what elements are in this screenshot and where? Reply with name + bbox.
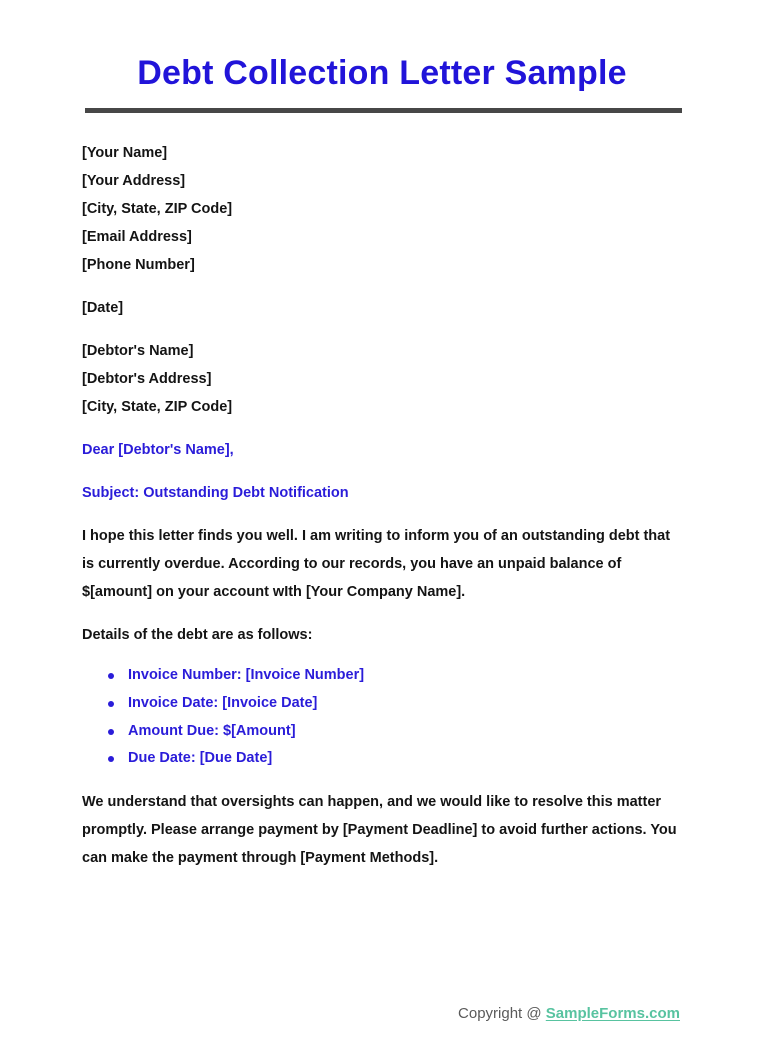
body-paragraph-2: We understand that oversights can happen, and we would like to resolve this matter promptly. Please arrange payment by [Payment Deadline] to avoid further actions. You can make the payment through [Payment Methods].	[82, 793, 677, 866]
debt-detail-list	[82, 662, 682, 773]
detail-invoice-number: Invoice Number: [Invoice Number]	[82, 662, 682, 690]
detail-invoice-date: Invoice Date: [Invoice Date]	[82, 690, 682, 718]
details-intro: Details of the debt are as follows:	[82, 627, 313, 644]
debtor-name-line: [Debtor's Name]	[82, 343, 194, 360]
subject-block	[82, 479, 682, 507]
body-paragraph-1-block	[82, 522, 682, 606]
details-intro-block	[82, 621, 682, 649]
body-paragraph-2-block	[82, 788, 682, 872]
detail-due-date: Due Date: [Due Date]	[82, 745, 682, 773]
sampleforms-link[interactable]: SampleForms.com	[545, 1005, 680, 1022]
sender-address-line: [Your Address]	[82, 173, 186, 190]
date-line: [Date]	[82, 300, 124, 317]
sender-email-line: [Email Address]	[82, 229, 192, 246]
subject-line: Subject: Outstanding Debt Notification	[82, 485, 349, 502]
salutation: Dear [Debtor's Name],	[82, 442, 234, 459]
sender-city-line: [City, State, ZIP Code]	[82, 201, 233, 218]
sender-name-line: [Your Name]	[82, 145, 168, 162]
debtor-city-line: [City, State, ZIP Code]	[82, 399, 233, 416]
title-divider	[85, 108, 682, 113]
detail-amount-due: Amount Due: $[Amount]	[82, 718, 682, 746]
salutation-block	[82, 436, 682, 464]
body-paragraph-1: I hope this letter finds you well. I am writing to inform you of an outstanding debt that is currently overdue. According to our records, you have an unpaid balance of $[amount] on your account wIth [Your Company Name].	[82, 528, 671, 601]
copyright-footer	[458, 1005, 680, 1022]
date-block	[82, 294, 682, 322]
page-title: Debt Collection Letter Sample	[137, 54, 627, 92]
recipient-address-block	[82, 337, 682, 421]
debtor-address-line: [Debtor's Address]	[82, 371, 212, 388]
sender-phone-line: [Phone Number]	[82, 257, 195, 274]
letter-page	[0, 54, 768, 1048]
letter-body	[82, 139, 682, 872]
copyright-text: Copyright @	[458, 1005, 546, 1022]
sender-address-block	[82, 139, 682, 279]
